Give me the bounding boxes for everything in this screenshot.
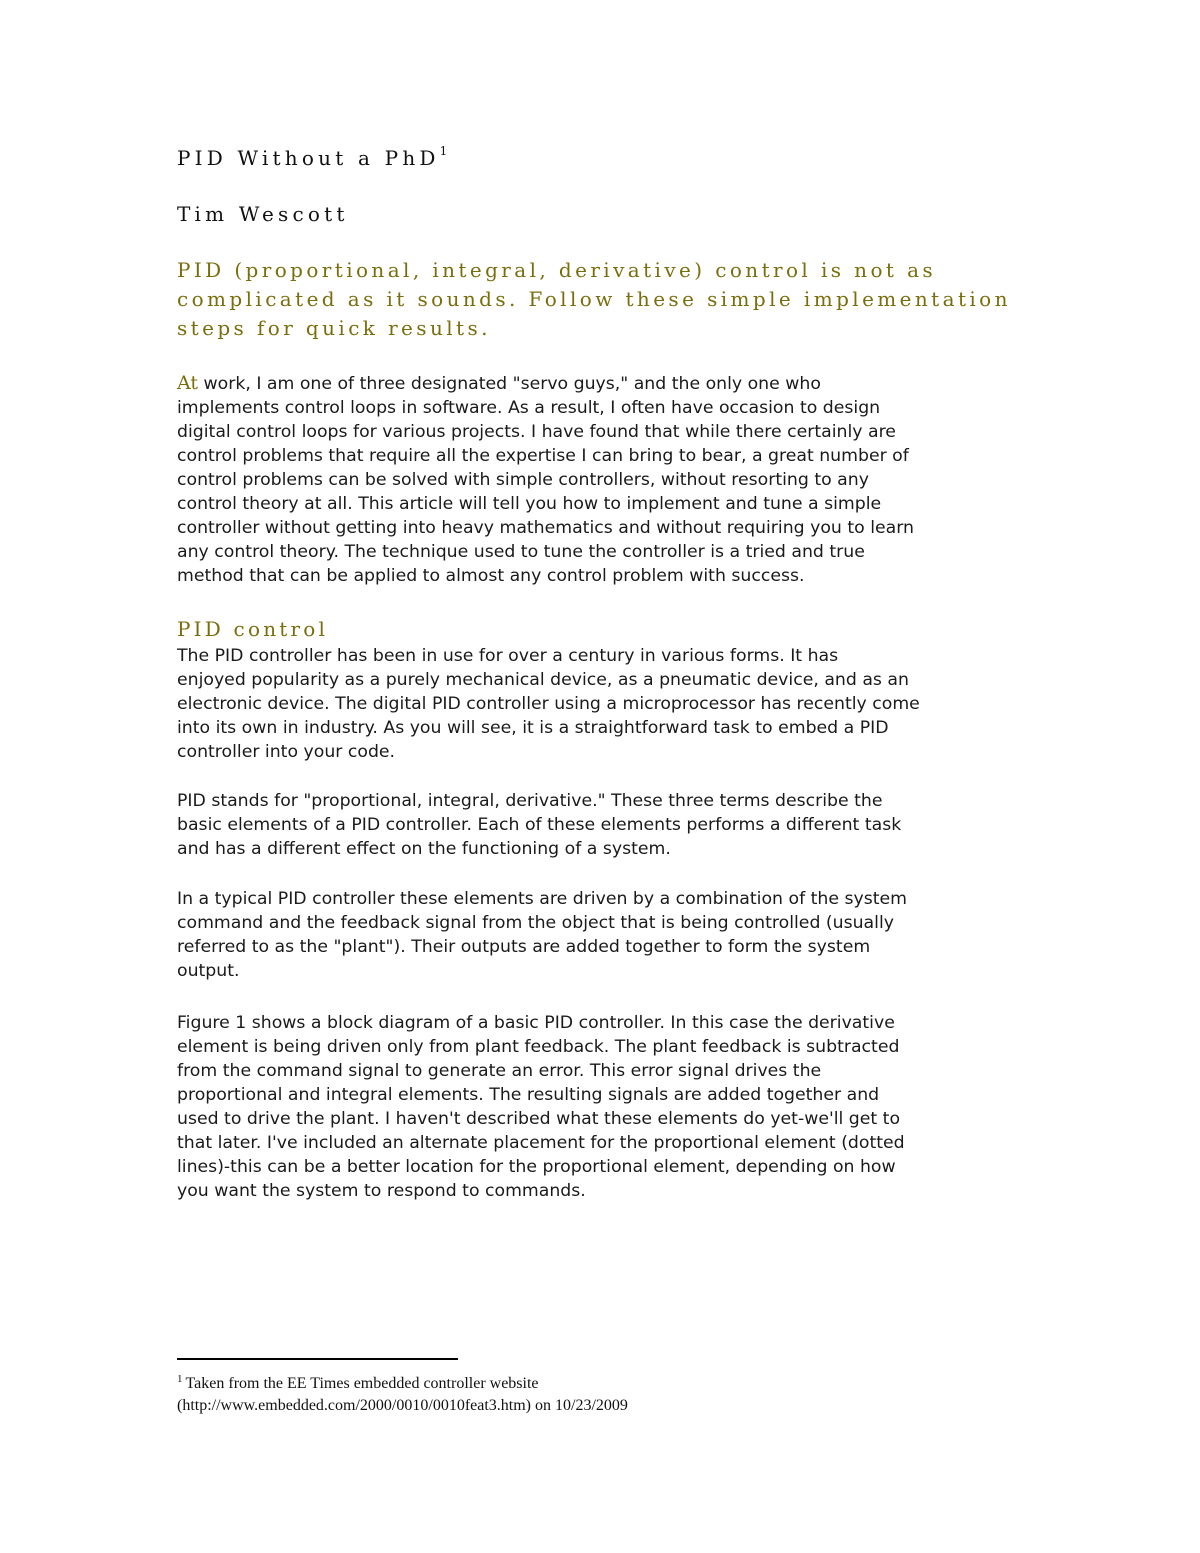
paragraph-line: you want the system to respond to commands. bbox=[177, 1181, 586, 1201]
paragraph-line: any control theory. The technique used to tune the controller is a tried and true bbox=[177, 542, 865, 562]
deck-line: complicated as it sounds. Follow these simple implementation bbox=[177, 287, 1011, 311]
paragraph-line: PID stands for "proportional, integral, derivative." These three terms describe the bbox=[177, 791, 883, 811]
footnote-line: (http://www.embedded.com/2000/0010/0010feat3.htm) on 10/23/2009 bbox=[177, 1397, 628, 1414]
paragraph-line: controller into your code. bbox=[177, 742, 396, 762]
paragraph-line: basic elements of a PID controller. Each of these elements performs a different task bbox=[177, 815, 902, 835]
paragraph-line: from the command signal to generate an error. This error signal drives the bbox=[177, 1061, 822, 1081]
paragraph-line: command and the feedback signal from the object that is being controlled (usually bbox=[177, 913, 894, 933]
paragraph-line: In a typical PID controller these elements are driven by a combination of the system bbox=[177, 889, 907, 909]
paragraph-line: controller without getting into heavy mathematics and without requiring you to learn bbox=[177, 518, 914, 538]
paragraph-line: The PID controller has been in use for over a century in various forms. It has bbox=[177, 646, 839, 666]
title-text: PID Without a PhD bbox=[177, 146, 440, 170]
intro-paragraph bbox=[177, 371, 1057, 588]
first-line-text: work, I am one of three designated "servo guys," and the only one who bbox=[198, 374, 821, 394]
footnote-separator bbox=[177, 1358, 458, 1360]
article-author: Tim Wescott bbox=[177, 202, 349, 226]
paragraph-line: method that can be applied to almost any control problem with success. bbox=[177, 566, 805, 586]
paragraph-line: lines)-this can be a better location for the proportional element, depending on how bbox=[177, 1157, 896, 1177]
footnote-line bbox=[177, 1368, 628, 1395]
paragraph-line: digital control loops for various projects. I have found that while there certainly are bbox=[177, 422, 896, 442]
section-heading: PID control bbox=[177, 617, 329, 641]
footnote-mark: 1 bbox=[177, 1373, 183, 1385]
footnote-text: Taken from the EE Times embedded controller website bbox=[185, 1375, 539, 1392]
paragraph-line: into its own in industry. As you will see, it is a straightforward task to embed a PID bbox=[177, 718, 889, 738]
paragraph-line: control problems can be solved with simple controllers, without resorting to any bbox=[177, 470, 869, 490]
paragraph-line: and has a different effect on the functioning of a system. bbox=[177, 839, 671, 859]
paragraph-line: implements control loops in software. As a result, I often have occasion to design bbox=[177, 398, 881, 418]
section-paragraph-3 bbox=[177, 887, 1057, 983]
paragraph-line bbox=[177, 371, 1057, 396]
paragraph-line: output. bbox=[177, 961, 240, 981]
article-title bbox=[177, 144, 447, 170]
paragraph-line: that later. I've included an alternate placement for the proportional element (dotted bbox=[177, 1133, 905, 1153]
paragraph-line: control problems that require all the expertise I can bring to bear, a great number of bbox=[177, 446, 909, 466]
drop-cap: At bbox=[177, 372, 199, 394]
title-footnote-mark: 1 bbox=[439, 144, 448, 158]
paragraph-line: used to drive the plant. I haven't described what these elements do yet-we'll get to bbox=[177, 1109, 901, 1129]
paragraph-line: element is being driven only from plant feedback. The plant feedback is subtracted bbox=[177, 1037, 900, 1057]
deck-line: steps for quick results. bbox=[177, 316, 491, 340]
section-paragraph-1 bbox=[177, 644, 1057, 764]
section-paragraph-4 bbox=[177, 1011, 1057, 1203]
article-deck bbox=[177, 256, 1077, 343]
deck-line: PID (proportional, integral, derivative) control is not as bbox=[177, 258, 937, 282]
footnote bbox=[177, 1368, 628, 1417]
paragraph-line: electronic device. The digital PID controller using a microprocessor has recently come bbox=[177, 694, 920, 714]
paragraph-line: enjoyed popularity as a purely mechanical device, as a pneumatic device, and as an bbox=[177, 670, 909, 690]
paragraph-line: Figure 1 shows a block diagram of a basic PID controller. In this case the derivative bbox=[177, 1013, 895, 1033]
section-paragraph-2 bbox=[177, 789, 1057, 861]
paragraph-line: proportional and integral elements. The resulting signals are added together and bbox=[177, 1085, 880, 1105]
paragraph-line: referred to as the "plant"). Their outputs are added together to form the system bbox=[177, 937, 871, 957]
paragraph-line: control theory at all. This article will tell you how to implement and tune a simple bbox=[177, 494, 882, 514]
